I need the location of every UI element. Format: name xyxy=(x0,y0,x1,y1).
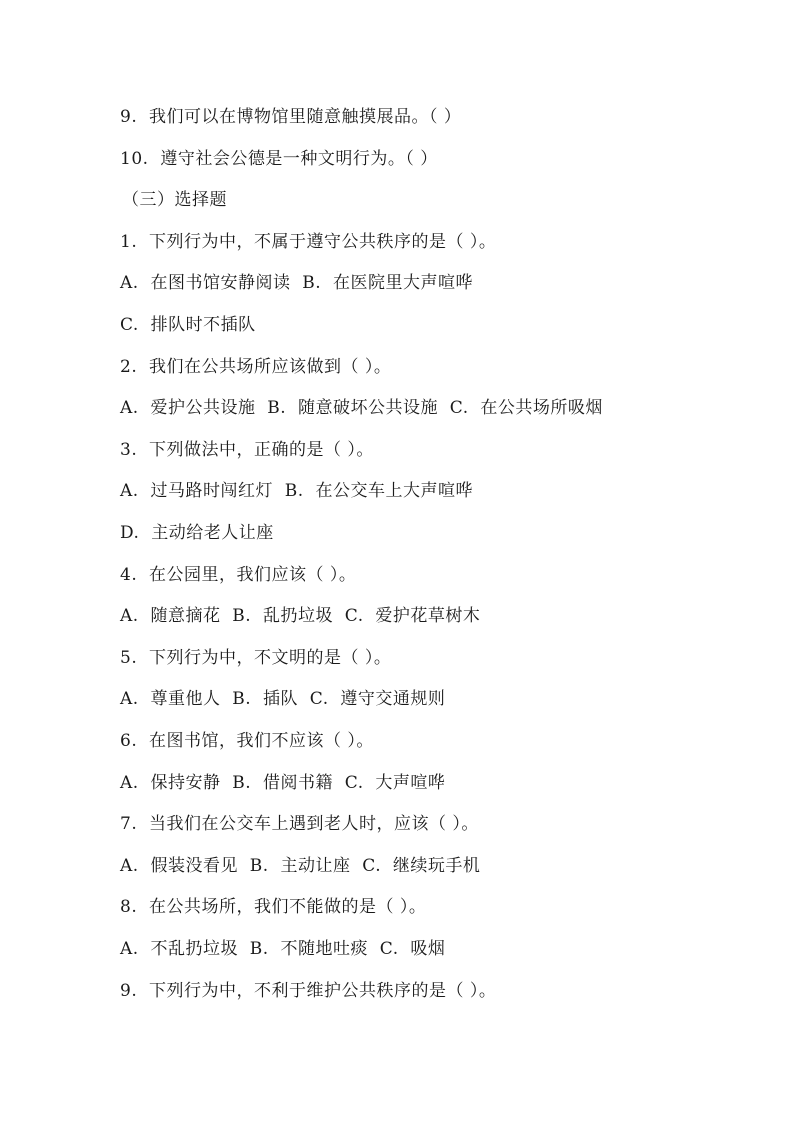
mc-question-6-options: A. 保持安静 B. 借阅书籍 C. 大声喧哗 xyxy=(120,773,446,793)
mc-question-8-options: A. 不乱扔垃圾 B. 不随地吐痰 C. 吸烟 xyxy=(120,939,446,959)
section-heading-choice: （三）选择题 xyxy=(122,190,227,210)
mc-question-2-options: A. 爱护公共设施 B. 随意破坏公共设施 C. 在公共场所吸烟 xyxy=(120,398,603,418)
mc-question-5: 5. 下列行为中，不文明的是（ ）。 xyxy=(120,648,392,668)
mc-question-7-options: A. 假装没看见 B. 主动让座 C. 继续玩手机 xyxy=(120,856,481,876)
mc-question-1-option-c: C. 排队时不插队 xyxy=(120,315,256,335)
mc-question-9: 9. 下列行为中，不利于维护公共秩序的是（ ）。 xyxy=(120,981,497,1001)
mc-question-4-options: A. 随意摘花 B. 乱扔垃圾 C. 爱护花草树木 xyxy=(120,606,481,626)
mc-question-6: 6. 在图书馆，我们不应该（ ）。 xyxy=(120,731,374,751)
mc-question-8: 8. 在公共场所，我们不能做的是（ ）。 xyxy=(120,897,427,917)
mc-question-3-option-d: D. 主动给老人让座 xyxy=(120,523,274,543)
mc-question-4: 4. 在公园里，我们应该（ ）。 xyxy=(120,565,357,585)
mc-question-2: 2. 我们在公共场所应该做到（ ）。 xyxy=(120,357,392,377)
tf-question-10: 10. 遵守社会公德是一种文明行为。（ ） xyxy=(120,149,438,169)
mc-question-7: 7. 当我们在公交车上遇到老人时，应该（ ）。 xyxy=(120,814,479,834)
mc-question-1-options-a-b: A. 在图书馆安静阅读 B. 在医院里大声喧哗 xyxy=(120,273,473,293)
mc-question-5-options: A. 尊重他人 B. 插队 C. 遵守交通规则 xyxy=(120,689,446,709)
mc-question-1: 1. 下列行为中，不属于遵守公共秩序的是（ ）。 xyxy=(120,232,497,252)
tf-question-9: 9. 我们可以在博物馆里随意触摸展品。（ ） xyxy=(120,107,462,127)
mc-question-3-options-a-b: A. 过马路时闯红灯 B. 在公交车上大声喧哗 xyxy=(120,481,473,501)
mc-question-3: 3. 下列做法中，正确的是（ ）。 xyxy=(120,440,374,460)
